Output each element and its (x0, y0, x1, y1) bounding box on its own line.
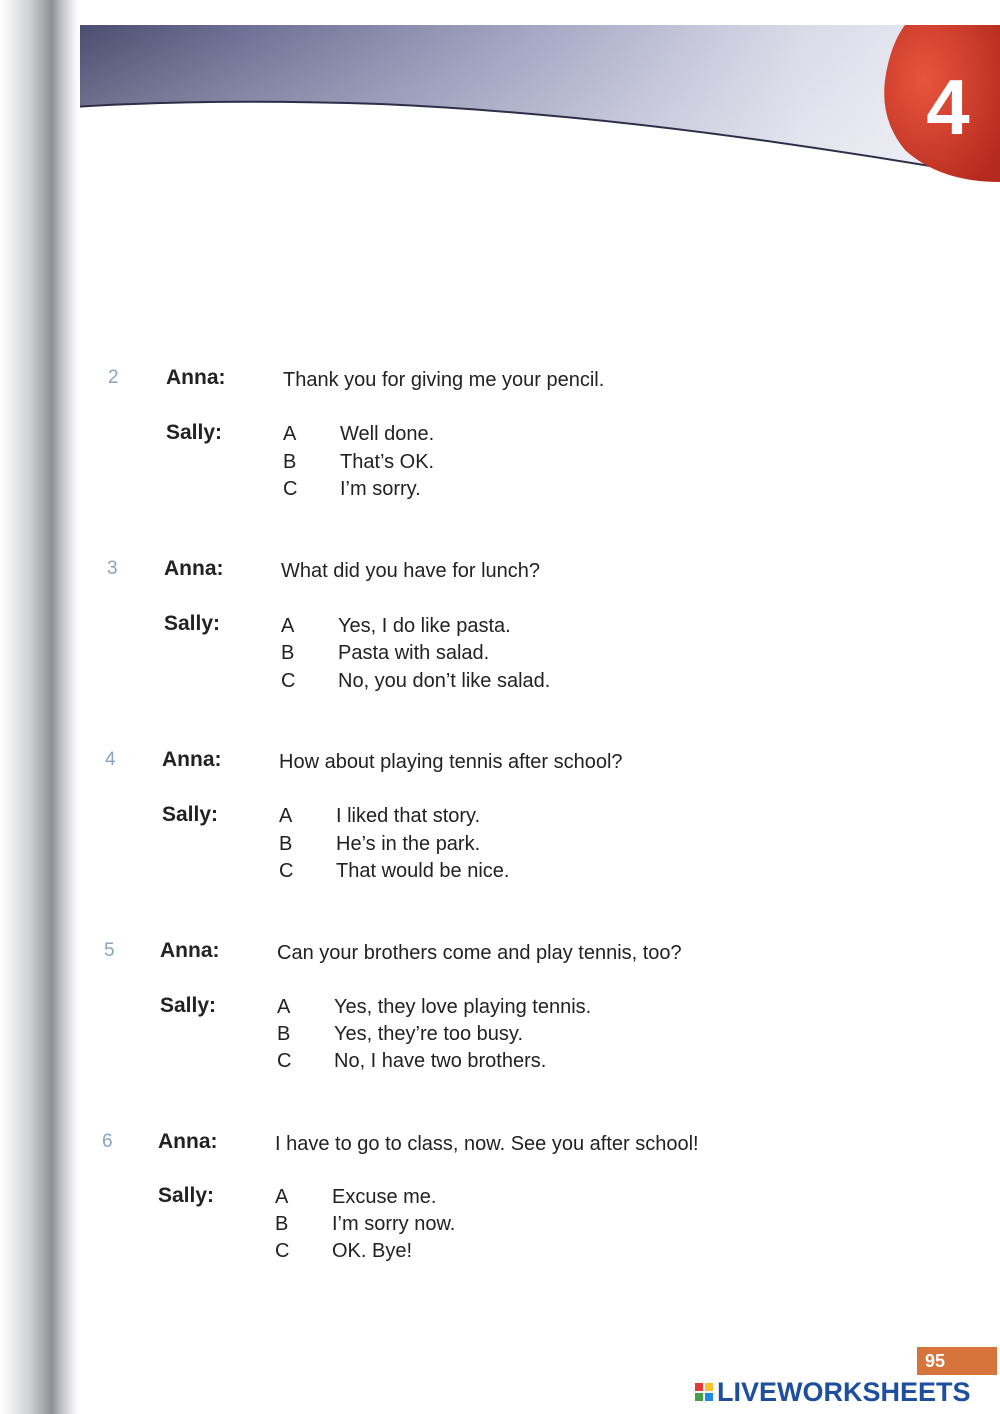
option-letter-a[interactable]: A (283, 423, 297, 445)
option-text-b[interactable]: That’s OK. (340, 451, 435, 473)
option-letter-b[interactable]: B (279, 833, 293, 855)
speaker-sally: Sally: (162, 803, 219, 826)
anna-line: I have to go to class, now. See you after school! (275, 1133, 699, 1155)
anna-line: Can your brothers come and play tennis, too? (277, 942, 682, 964)
watermark-text: LIVEWORKSHEETS (717, 1376, 971, 1407)
anna-line: Thank you for giving me your pencil. (283, 369, 605, 391)
question-number: 6 (102, 1131, 113, 1152)
logo-square-red (694, 1382, 704, 1392)
option-text-c[interactable]: I’m sorry. (340, 478, 421, 500)
liveworksheets-logo-icon (694, 1382, 714, 1402)
option-text-c[interactable]: No, you don’t like salad. (338, 670, 551, 692)
option-letter-c[interactable]: C (281, 670, 296, 692)
option-text-c[interactable]: No, I have two brothers. (334, 1050, 547, 1072)
option-text-b[interactable]: He’s in the park. (336, 833, 481, 855)
speaker-sally: Sally: (166, 421, 223, 444)
option-text-b[interactable]: I’m sorry now. (332, 1213, 456, 1235)
option-text-a[interactable]: Excuse me. (332, 1186, 437, 1208)
speaker-anna: Anna: (166, 366, 226, 389)
question-number: 2 (108, 367, 119, 388)
option-text-a[interactable]: Yes, I do like pasta. (338, 615, 511, 637)
speaker-anna: Anna: (158, 1130, 218, 1153)
option-letter-c[interactable]: C (277, 1050, 292, 1072)
option-text-a[interactable]: I liked that story. (336, 805, 481, 827)
speaker-sally: Sally: (158, 1184, 215, 1207)
option-text-c[interactable]: That would be nice. (336, 860, 510, 882)
question-number: 5 (104, 940, 115, 961)
option-letter-c[interactable]: C (279, 860, 294, 882)
option-letter-a[interactable]: A (277, 996, 291, 1018)
option-letter-b[interactable]: B (283, 451, 297, 473)
option-letter-c[interactable]: C (275, 1240, 290, 1262)
page-number: 95 (917, 1347, 997, 1375)
book-spine-shadow (0, 0, 80, 1414)
option-text-b[interactable]: Yes, they’re too busy. (334, 1023, 524, 1045)
unit-number-badge: 4 (926, 63, 970, 151)
logo-square-yellow (704, 1382, 714, 1392)
option-letter-a[interactable]: A (281, 615, 295, 637)
option-letter-a[interactable]: A (279, 805, 293, 827)
option-text-b[interactable]: Pasta with salad. (338, 642, 490, 664)
option-letter-b[interactable]: B (281, 642, 295, 664)
option-text-a[interactable]: Yes, they love playing tennis. (334, 996, 592, 1018)
option-text-a[interactable]: Well done. (340, 423, 435, 445)
anna-line: What did you have for lunch? (281, 560, 541, 582)
option-letter-b[interactable]: B (277, 1023, 291, 1045)
speaker-anna: Anna: (160, 939, 220, 962)
option-letter-a[interactable]: A (275, 1186, 289, 1208)
logo-square-blue (704, 1392, 714, 1402)
speaker-anna: Anna: (162, 748, 222, 771)
speaker-anna: Anna: (164, 557, 224, 580)
option-text-c[interactable]: OK. Bye! (332, 1240, 413, 1262)
speaker-sally: Sally: (164, 612, 221, 635)
liveworksheets-watermark[interactable] (694, 1377, 971, 1407)
speaker-sally: Sally: (160, 994, 217, 1017)
option-letter-b[interactable]: B (275, 1213, 289, 1235)
question-number: 3 (107, 558, 118, 579)
question-number: 4 (105, 749, 116, 770)
logo-square-green (694, 1392, 704, 1402)
anna-line: How about playing tennis after school? (279, 751, 623, 773)
header-band (0, 0, 1000, 190)
option-letter-c[interactable]: C (283, 478, 298, 500)
